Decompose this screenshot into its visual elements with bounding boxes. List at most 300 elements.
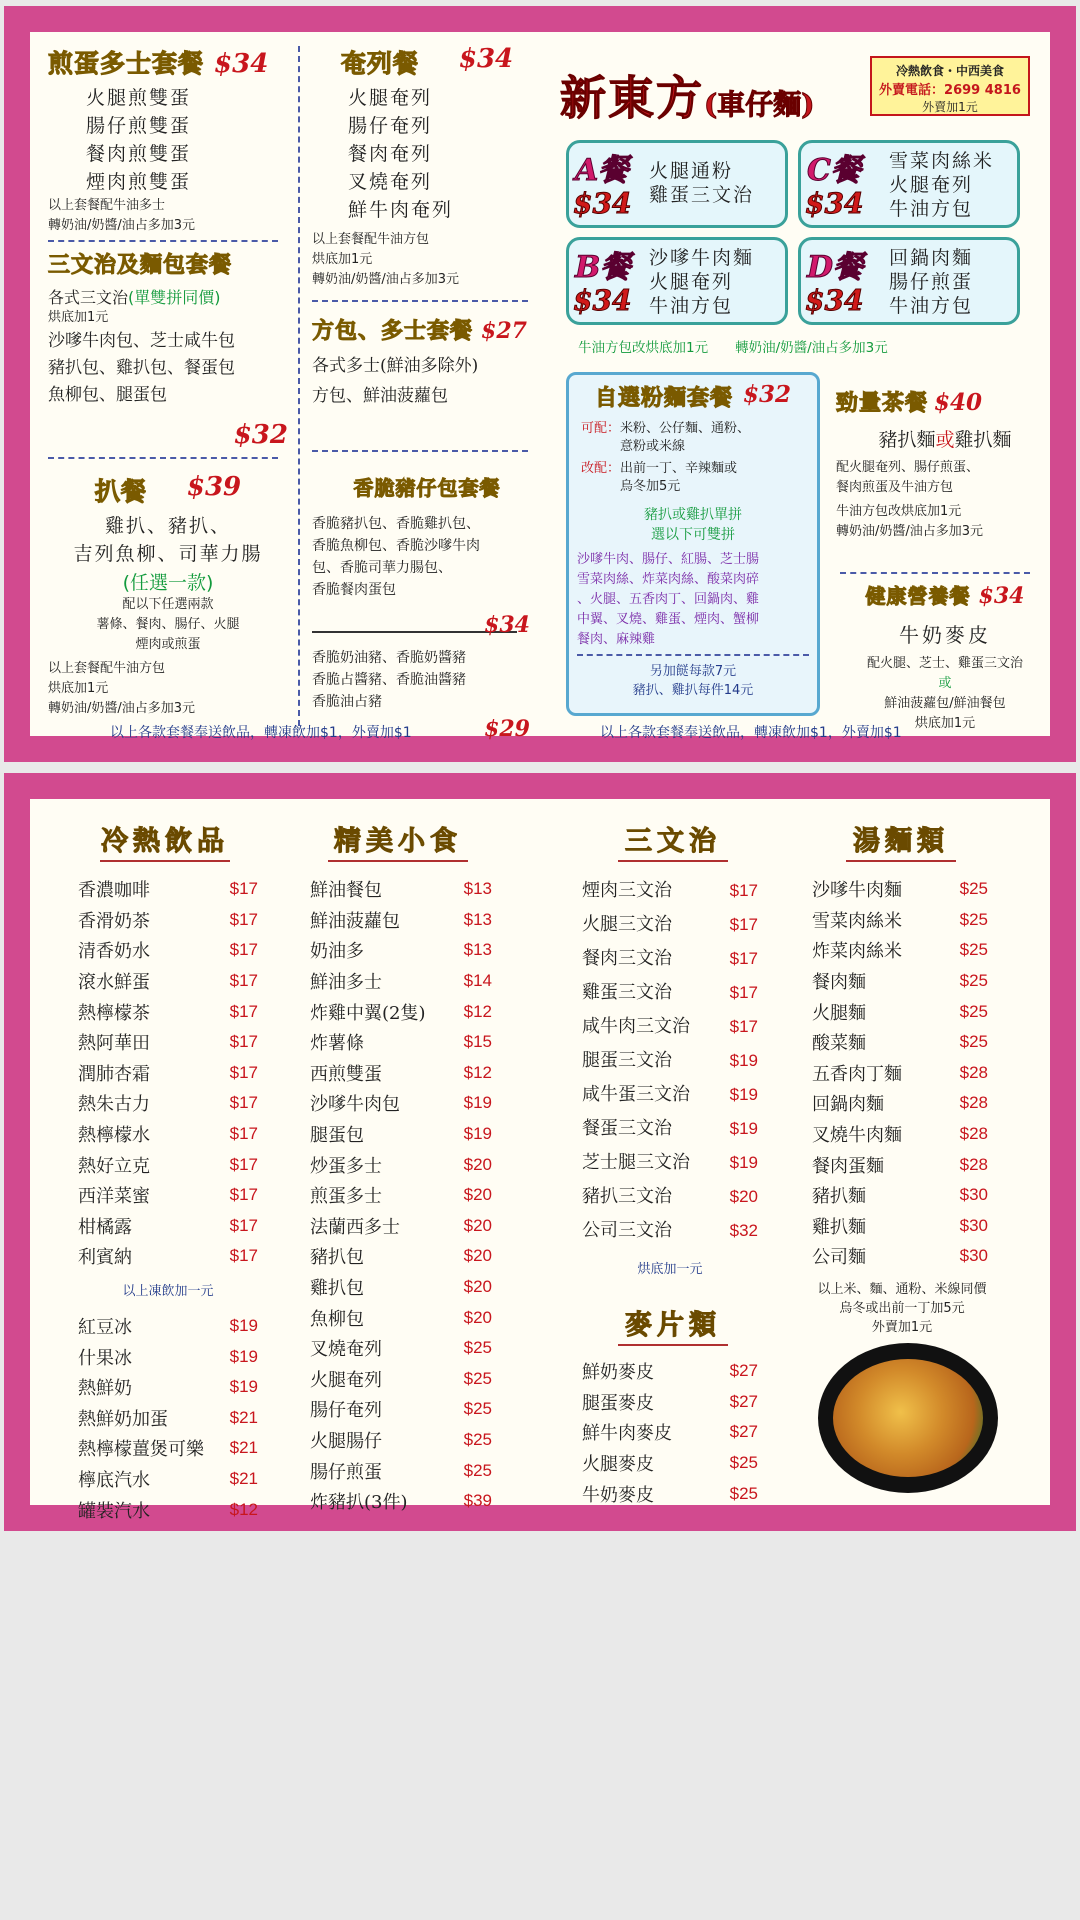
item-name: 炸豬扒(3件) <box>310 1492 408 1514</box>
zixuan-extra: 豬扒、雞扒每件14元 <box>632 683 754 698</box>
item-name: 腿蛋麥皮 <box>582 1392 654 1414</box>
zixuan-option: 雪菜肉絲、炸菜肉絲、酸菜肉碎 <box>577 572 760 587</box>
item-price: $27 <box>729 1361 758 1381</box>
zixuan-section <box>566 372 820 716</box>
item-price: $25 <box>463 1368 492 1388</box>
noodles-header: 湯麵類 <box>846 819 956 862</box>
item-name: 火腿麥皮 <box>582 1454 654 1476</box>
item-price: $17 <box>229 1154 258 1174</box>
menu-row <box>310 935 492 966</box>
item-name: 罐裝汽水 <box>78 1500 150 1522</box>
menu-item: 火腿奄列 <box>889 174 974 196</box>
menu-row <box>78 1180 258 1211</box>
sandwich-note: 烘底加一元 <box>637 1262 703 1277</box>
item-price: $17 <box>229 909 258 929</box>
item-price: $12 <box>463 1001 492 1021</box>
menu-row <box>582 942 758 976</box>
item-price: $17 <box>729 1017 758 1036</box>
omelette-note: 以上套餐配牛油方包 <box>312 232 430 247</box>
item-price: $28 <box>959 1124 988 1144</box>
item-name: 火腿三文治 <box>582 914 672 935</box>
omelette-section <box>312 44 542 290</box>
drinks-column <box>78 826 258 1525</box>
pa-note: 以上套餐配牛油方包 <box>48 661 166 676</box>
sanwen-line-note: (單雙拼同價) <box>128 288 221 307</box>
set-price: $34 <box>805 284 864 317</box>
item-price: $30 <box>959 1246 988 1266</box>
item-price: $17 <box>229 1246 258 1266</box>
menu-row <box>78 1403 258 1434</box>
set-letter: C餐 <box>807 153 861 188</box>
cuizhu-section <box>312 472 542 742</box>
gaipei-label: 改配： <box>581 461 621 476</box>
pa-choice: (任選一款) <box>122 572 214 594</box>
set-letter: D餐 <box>807 250 864 285</box>
menu-item: 香脆魚柳包、香脆沙嗲牛肉 <box>312 538 480 554</box>
item-price: $17 <box>229 1001 258 1021</box>
zixuan-green: 選以下可雙拼 <box>651 527 735 543</box>
cuizhu-price: $34 <box>484 612 530 638</box>
menu-item: 火腿通粉 <box>649 160 734 182</box>
menu-row <box>812 1149 988 1180</box>
item-price: $25 <box>463 1338 492 1358</box>
item-price: $25 <box>463 1399 492 1419</box>
item-name: 熱好立克 <box>78 1155 150 1177</box>
menu-item: 火腿奄列 <box>348 87 433 109</box>
fangbao-section <box>312 314 542 411</box>
menu-item: 豬扒包、雞扒包、餐蛋包 <box>48 358 235 378</box>
item-price: $39 <box>463 1491 492 1511</box>
menu-row <box>310 1027 492 1058</box>
item-name: 公司麵 <box>812 1247 866 1269</box>
menu-row <box>582 1180 758 1214</box>
sanwen-title: 三文治及麵包套餐 <box>48 252 233 278</box>
pa-title: 扒餐 <box>94 477 147 506</box>
item-name: 魚柳包 <box>310 1308 364 1330</box>
menu-row <box>310 905 492 936</box>
item-price: $20 <box>463 1185 492 1205</box>
divider <box>840 572 1030 574</box>
item-price: $25 <box>729 1453 758 1473</box>
zixuan-price: $32 <box>743 381 792 408</box>
brand-tag: 冷熱飲食・中西美食 <box>895 64 1004 78</box>
menu-row <box>78 905 258 936</box>
item-name: 腸仔奄列 <box>310 1400 382 1422</box>
menu-row <box>310 966 492 997</box>
jinliang-sub: 餐肉煎蛋及牛油方包 <box>836 480 954 495</box>
item-name: 炒蛋多士 <box>310 1155 382 1177</box>
menu-row <box>582 1417 758 1448</box>
jiandan-price: $34 <box>214 49 269 79</box>
menu-row <box>310 996 492 1027</box>
menu-row <box>310 1486 492 1517</box>
brand-sub: (車仔麵) <box>704 88 815 121</box>
menu-row <box>310 1425 492 1456</box>
snacks-header: 精美小食 <box>328 819 468 862</box>
menu-item: 鮮牛肉奄列 <box>348 199 454 221</box>
menu-row <box>78 1241 258 1272</box>
sandwich-header: 三文治 <box>618 819 728 862</box>
item-price: $25 <box>959 909 988 929</box>
menu-row <box>310 874 492 905</box>
pa-note: 烘底加1元 <box>48 681 109 696</box>
item-price: $19 <box>463 1093 492 1113</box>
item-name: 香滑奶茶 <box>78 910 150 932</box>
item-name: 火腿腸仔 <box>310 1430 382 1452</box>
fangbao-line: 各式多士(鮮油多除外) <box>312 356 479 376</box>
menu-row <box>78 1311 258 1342</box>
cuizhu-title: 香脆豬仔包套餐 <box>353 476 501 500</box>
item-price: $21 <box>229 1407 258 1427</box>
noodles-column <box>812 826 988 1493</box>
menu-item: 雞扒、豬扒、 <box>104 515 231 537</box>
noodles-note: 烏冬或出前一丁加5元 <box>839 1300 965 1316</box>
menu-item: 回鍋肉麵 <box>889 247 974 269</box>
menu-item: 沙嗲牛肉包、芝士咸牛包 <box>48 331 235 351</box>
item-price: $28 <box>959 1093 988 1113</box>
set-b <box>566 237 788 325</box>
item-price: $14 <box>463 971 492 991</box>
takeaway-note: 外賣加1元 <box>922 100 978 114</box>
menu-item: 沙嗲牛肉麵 <box>649 247 755 269</box>
item-name: 煙肉三文治 <box>582 880 672 901</box>
menu-row <box>310 1333 492 1364</box>
menu-row <box>812 1058 988 1089</box>
menu-item: 包、香脆司華力腸包、 <box>312 560 452 576</box>
item-price: $25 <box>959 1001 988 1021</box>
item-name: 香濃咖啡 <box>78 880 150 902</box>
omelette-note: 烘底加1元 <box>312 252 373 267</box>
menu-row <box>310 1241 492 1272</box>
fangbao-price: $27 <box>481 318 527 344</box>
menu-row <box>78 1027 258 1058</box>
menu-row <box>310 1088 492 1119</box>
contact-box <box>870 56 1030 116</box>
zixuan-option: 餐肉、麻辣雞 <box>577 632 656 647</box>
item-price: $17 <box>229 1062 258 1082</box>
set-menu-inner <box>30 32 1050 742</box>
menu-item: 雞蛋三文治 <box>649 184 755 206</box>
pa-sub: 薯條、餐肉、腸仔、火腿 <box>96 617 240 632</box>
menu-item: 腸仔奄列 <box>348 115 433 137</box>
sanwen-price: $32 <box>233 420 288 450</box>
item-name: 熱檸檬茶 <box>78 1002 150 1024</box>
menu-row <box>310 1119 492 1150</box>
item-name: 柑橘露 <box>78 1216 132 1238</box>
item-name: 熱鮮奶加蛋 <box>78 1408 168 1430</box>
item-name: 鮮油餐包 <box>310 880 382 902</box>
menu-row <box>310 1211 492 1242</box>
item-name: 咸牛蛋三文治 <box>582 1084 690 1105</box>
item-price: $19 <box>463 1124 492 1144</box>
set-menu-panel <box>4 6 1076 762</box>
item-name: 紅豆冰 <box>78 1317 132 1339</box>
item-price: $19 <box>729 1119 758 1138</box>
pa-sub: 煙肉或煎蛋 <box>135 637 201 652</box>
zixuan-title: 自選粉麵套餐 <box>594 385 733 411</box>
gaipei-text: 出前一丁、辛辣麵或 <box>620 461 738 476</box>
item-name: 雞扒麵 <box>812 1216 866 1238</box>
zixuan-option: 中翼、叉燒、雞蛋、煙肉、蟹柳 <box>577 612 760 627</box>
menu-item: 牛油方包 <box>889 295 974 317</box>
menu-item: 餐肉煎雙蛋 <box>86 143 192 165</box>
menu-row <box>78 1341 258 1372</box>
menu-item: 牛油方包 <box>649 295 734 317</box>
menu-row <box>582 908 758 942</box>
menu-row <box>310 1364 492 1395</box>
menu-item: 煙肉煎雙蛋 <box>86 171 192 193</box>
item-price: $17 <box>229 971 258 991</box>
item-name: 雪菜肉絲米 <box>812 910 902 932</box>
fangbao-title: 方包、多士套餐 <box>312 318 474 344</box>
item-price: $20 <box>463 1307 492 1327</box>
item-name: 豬扒麵 <box>812 1186 866 1208</box>
menu-row <box>310 1149 492 1180</box>
menu-row <box>812 874 988 905</box>
item-price: $17 <box>729 949 758 968</box>
menu-row <box>582 1010 758 1044</box>
noodle-bowl-image <box>818 1343 998 1493</box>
item-price: $12 <box>463 1062 492 1082</box>
menu-row <box>78 996 258 1027</box>
phone-number: 外賣電話：2699 4816 <box>879 83 1021 98</box>
menu-row <box>310 1058 492 1089</box>
jiankang-sub: 烘底加1元 <box>914 716 976 731</box>
menu-row <box>310 1302 492 1333</box>
jiankang-price: $34 <box>978 583 1025 609</box>
menu-item: 香脆奶油豬、香脆奶醬豬 <box>312 650 466 666</box>
jinliang-line: 豬扒麵 <box>878 429 936 451</box>
item-price: $25 <box>463 1429 492 1449</box>
menu-item: 火腿奄列 <box>649 271 734 293</box>
footer-note: 以上各款套餐奉送飲品，轉凍飲加$1，外賣加$1 <box>110 725 412 741</box>
item-price: $21 <box>229 1468 258 1488</box>
item-name: 熱朱古力 <box>78 1094 150 1116</box>
item-name: 回鍋肉麵 <box>812 1094 884 1116</box>
item-price: $19 <box>729 1051 758 1070</box>
kepei-label: 可配： <box>581 421 621 436</box>
item-price: $19 <box>229 1377 258 1397</box>
item-price: $17 <box>729 881 758 900</box>
item-name: 鮮油菠蘿包 <box>310 910 400 932</box>
item-price: $19 <box>229 1316 258 1336</box>
menu-item: 魚柳包、腿蛋包 <box>48 385 167 405</box>
item-price: $19 <box>729 1153 758 1172</box>
menu-row <box>812 1119 988 1150</box>
item-name: 熱阿華田 <box>78 1033 150 1055</box>
item-price: $20 <box>463 1215 492 1235</box>
jiandan-note: 以上套餐配牛油多士 <box>48 198 166 213</box>
item-name: 餐肉麵 <box>812 972 866 994</box>
set-c <box>798 140 1020 228</box>
menu-item: 牛油方包 <box>889 198 974 220</box>
jinliang-or: 或 <box>935 429 955 451</box>
item-price: $25 <box>463 1460 492 1480</box>
item-price: $17 <box>729 983 758 1002</box>
menu-row <box>812 905 988 936</box>
item-name: 沙嗲牛肉麵 <box>812 880 902 902</box>
set-d <box>798 237 1020 325</box>
menu-row <box>78 1372 258 1403</box>
drinks-header: 冷熱飲品 <box>100 819 230 862</box>
pa-sub: 配以下任選兩款 <box>122 597 214 612</box>
item-name: 叉燒奄列 <box>310 1339 382 1361</box>
divider <box>577 654 809 656</box>
item-price: $28 <box>959 1062 988 1082</box>
item-price: $17 <box>229 1032 258 1052</box>
item-name: 清香奶水 <box>78 941 150 963</box>
omelette-note: 轉奶油/奶醬/油占多加3元 <box>312 272 460 287</box>
item-name: 滾水鮮蛋 <box>78 972 150 994</box>
jinliang-note: 轉奶油/奶醬/油占多加3元 <box>836 524 984 539</box>
item-name: 炸薯條 <box>310 1033 364 1055</box>
pa-section <box>48 472 288 719</box>
menu-row <box>582 1112 758 1146</box>
item-name: 叉燒牛肉麵 <box>812 1125 902 1147</box>
item-price: $25 <box>959 971 988 991</box>
item-name: 酸菜麵 <box>812 1033 866 1055</box>
item-name: 餐肉三文治 <box>582 948 672 969</box>
item-price: $27 <box>729 1391 758 1411</box>
item-name: 鮮油多士 <box>310 972 382 994</box>
set-price: $34 <box>573 284 632 317</box>
jiankang-sub: 鮮油菠蘿包/鮮油餐包 <box>884 696 1006 711</box>
item-price: $17 <box>229 1124 258 1144</box>
menu-row <box>812 1180 988 1211</box>
item-name: 咸牛肉三文治 <box>582 1016 690 1037</box>
menu-row <box>78 1149 258 1180</box>
item-name: 豬扒包 <box>310 1247 364 1269</box>
zixuan-extra: 另加餸每款7元 <box>649 664 737 679</box>
item-price: $17 <box>229 1215 258 1235</box>
brand-logo <box>560 62 815 128</box>
item-price: $20 <box>463 1246 492 1266</box>
item-price: $13 <box>463 909 492 929</box>
divider <box>48 457 278 459</box>
item-name: 腿蛋包 <box>310 1125 364 1147</box>
kepei-text: 米粉、公仔麵、通粉、 <box>620 421 751 436</box>
item-price: $20 <box>729 1187 758 1206</box>
item-price: $19 <box>229 1346 258 1366</box>
item-name: 西洋菜蜜 <box>78 1186 150 1208</box>
jiankang-title: 健康營養餐 <box>865 584 971 608</box>
item-name: 芝士腿三文治 <box>582 1152 690 1173</box>
jinliang-line-2: 雞扒麵 <box>954 429 1012 451</box>
jiankang-sub: 配火腿、芝士、雞蛋三文治 <box>866 656 1023 671</box>
menu-item: 火腿煎雙蛋 <box>86 87 192 109</box>
menu-row <box>582 1078 758 1112</box>
item-price: $19 <box>729 1085 758 1104</box>
menu-row <box>78 1211 258 1242</box>
gaipei-text: 烏冬加5元 <box>620 479 681 494</box>
menu-row <box>582 1387 758 1418</box>
jiandan-section <box>48 44 288 236</box>
item-name: 炸菜肉絲米 <box>812 941 902 963</box>
jinliang-note: 牛油方包改烘底加1元 <box>836 504 962 519</box>
item-name: 法蘭西多士 <box>310 1216 400 1238</box>
menu-row <box>582 1146 758 1180</box>
item-price: $25 <box>959 940 988 960</box>
item-name: 鮮牛肉麥皮 <box>582 1423 672 1445</box>
item-price: $17 <box>229 940 258 960</box>
menu-row <box>78 1088 258 1119</box>
menu-item: 腸仔煎蛋 <box>889 271 974 293</box>
oats-header: 麥片類 <box>618 1303 728 1346</box>
jiandan-title: 煎蛋多士套餐 <box>48 49 205 78</box>
menu-row <box>582 1214 758 1248</box>
menu-row <box>582 1044 758 1078</box>
divider <box>312 300 528 302</box>
kepei-text: 意粉或米線 <box>620 439 686 454</box>
noodles-note: 以上米、麵、通粉、米線同價 <box>817 1281 987 1297</box>
menu-row <box>78 1494 258 1525</box>
item-name: 熱鮮奶 <box>78 1378 132 1400</box>
item-name: 煎蛋多士 <box>310 1186 382 1208</box>
jinliang-title: 勁量茶餐 <box>836 390 929 416</box>
item-price: $28 <box>959 1154 988 1174</box>
item-name: 奶油多 <box>310 941 364 963</box>
menu-item: 香脆豬扒包、香脆雞扒包、 <box>312 516 480 532</box>
jiankang-section <box>836 580 1054 734</box>
sanwen-note: 烘底加1元 <box>48 310 109 325</box>
jinliang-price: $40 <box>934 389 983 416</box>
item-price: $25 <box>959 879 988 899</box>
item-name: 腸仔煎蛋 <box>310 1461 382 1483</box>
sanwen-section <box>48 248 288 450</box>
item-name: 牛奶麥皮 <box>582 1484 654 1506</box>
menu-row <box>310 1180 492 1211</box>
brand-name: 新東方 <box>560 71 704 125</box>
menu-item: 叉燒奄列 <box>348 171 433 193</box>
item-name: 公司三文治 <box>582 1220 672 1241</box>
menu-row <box>78 1464 258 1495</box>
menu-row <box>582 1448 758 1479</box>
item-name: 火腿奄列 <box>310 1369 382 1391</box>
item-price: $17 <box>729 915 758 934</box>
menu-row <box>78 935 258 966</box>
menu-item: 吉列魚柳、司華力腸 <box>73 543 263 565</box>
item-name: 餐蛋三文治 <box>582 1118 672 1139</box>
divider <box>312 450 528 452</box>
item-price: $13 <box>463 879 492 899</box>
item-name: 潤肺杏霜 <box>78 1063 150 1085</box>
item-price: $30 <box>959 1185 988 1205</box>
item-price: $15 <box>463 1032 492 1052</box>
menu-row <box>582 1356 758 1387</box>
noodles-note: 外賣加1元 <box>871 1319 933 1335</box>
omelette-price: $34 <box>458 44 514 74</box>
menu-row <box>582 976 758 1010</box>
jiankang-line: 牛奶麥皮 <box>899 623 991 647</box>
menu-row <box>582 874 758 908</box>
zixuan-green: 豬扒或雞扒單拼 <box>644 507 742 523</box>
menu-item: 餐肉奄列 <box>348 143 433 165</box>
menu-row <box>78 1058 258 1089</box>
item-name: 西煎雙蛋 <box>310 1063 382 1085</box>
item-name: 火腿麵 <box>812 1002 866 1024</box>
menu-row <box>812 1027 988 1058</box>
item-price: $17 <box>229 1185 258 1205</box>
pa-note: 轉奶油/奶醬/油占多加3元 <box>48 701 196 716</box>
menu-item: 雪菜肉絲米 <box>889 150 995 172</box>
item-name: 鮮奶麥皮 <box>582 1362 654 1384</box>
menu-row <box>812 996 988 1027</box>
sandwich-column <box>582 826 758 1509</box>
divider <box>48 240 278 242</box>
menu-item: 香脆占醬豬、香脆油醬豬 <box>312 672 466 688</box>
a-la-carte-inner <box>30 799 1050 1522</box>
item-name: 檸底汽水 <box>78 1469 150 1491</box>
